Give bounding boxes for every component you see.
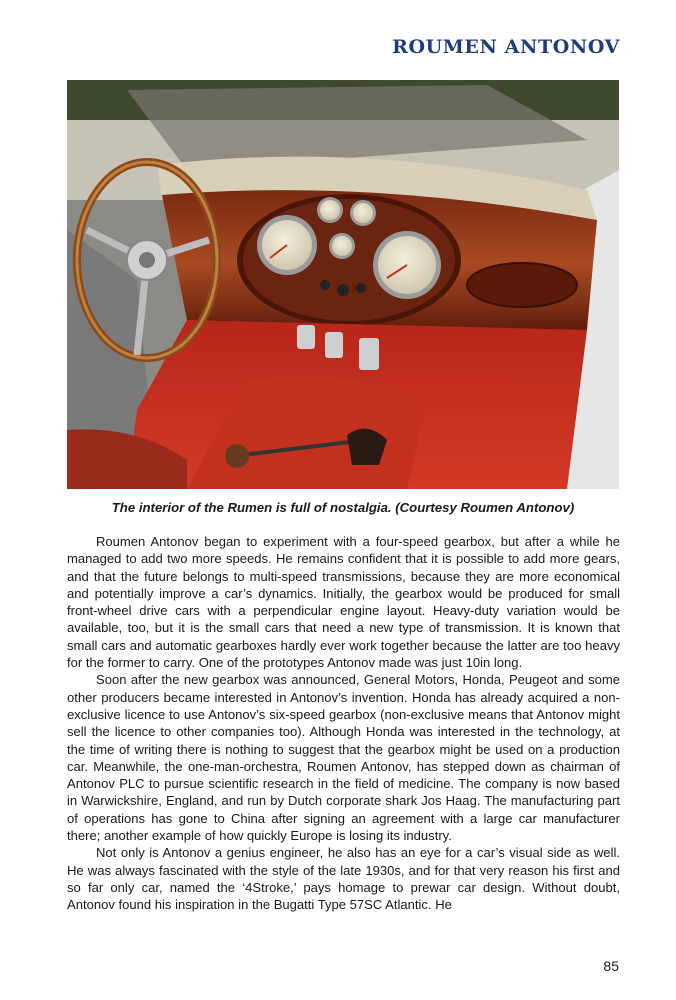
paragraph: Soon after the new gearbox was announced, General Motors, Honda, Peugeot and some other producers became interested in Antonov’s invention. Honda has already acquired a non-exclusive licence to use Antonov’s six-speed gearbox (non-exclusive means that Antonov might sell the licence to other companies too). Although Honda was interested in the technology, at the time of writing there is nothing to suggest that the gearbox might be used on a production car. Meanwhile, the one-man-orchestra, Roumen Antonov, has stepped down as chairman of Antonov PLC to pursue scientific research in the field of medicine. The company is now based in Warwickshire, England, and run by Dutch corporate shark Jos Haag. The manufacturing part of operations has gone to China after signing an agreement with a large car manufacturer there; another example of how quickly Europe is losing its industry. — [67, 672, 620, 844]
paragraph: Roumen Antonov began to experiment with a four-speed gearbox, but after a while he managed to add two more speeds. He remains confident that it is possible to add more gears, and that the future belongs to multi-speed transmissions, because they are more economical and potentially improve a car’s dynamics. Initially, the gearbox would be produced for small front-wheel drive cars with a perpendicular engine layout. Heavy-duty variation would be available, too, but it is the small cars that need a new type of transmission. It is known that small cars and automatic gearboxes hardly ever work together because the latter are too heavy for the former to carry. One of the prototypes Antonov made was just 10in long. — [67, 534, 620, 671]
chapter-header: ROUMEN ANTONOV — [392, 36, 620, 58]
page-number: 85 — [603, 958, 619, 974]
paragraph: Not only is Antonov a genius engineer, he also has an eye for a car’s visual side as well. He was always fascinated with the style of the late 1930s, and for that very reason his first and so far only car, named the ‘4Stroke,’ pays homage to prewar car design. Without doubt, Antonov found his inspiration in the Bugatti Type 57SC Atlantic. He — [67, 845, 620, 913]
car-interior-illustration — [67, 80, 619, 489]
car-interior-photo — [67, 80, 619, 489]
figure-caption: The interior of the Rumen is full of nostalgia. (Courtesy Roumen Antonov) — [111, 500, 575, 515]
article-body — [67, 533, 620, 914]
